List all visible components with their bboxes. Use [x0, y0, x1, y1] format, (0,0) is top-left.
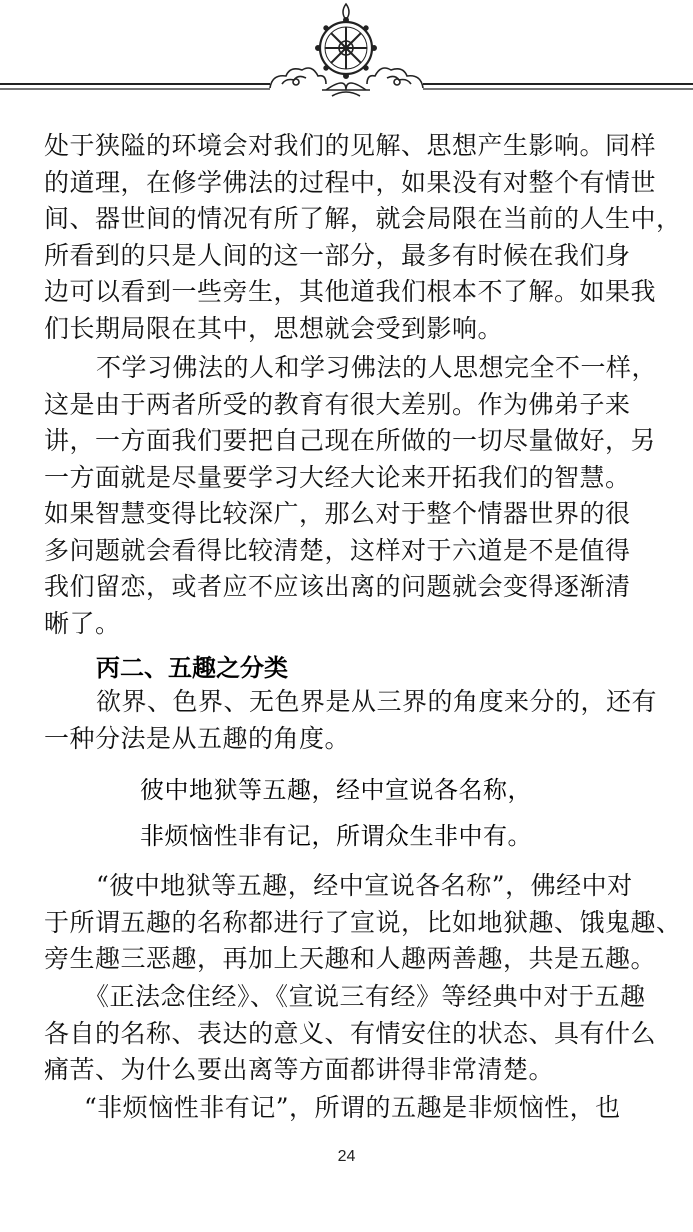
paragraph-6 — [44, 1090, 654, 1127]
paragraph-2 — [44, 350, 658, 642]
text-line: 多问题就会看得比较清楚，这样对于六道是不是值得 — [44, 535, 631, 565]
text-line: “非烦恼性非有记”，所谓的五趣是非烦恼性，也 — [84, 1093, 621, 1122]
dharma-wheel-header-ornament — [0, 0, 693, 110]
text-line: 这是由于两者所受的教育有很大差别。作为佛弟子来 — [44, 389, 631, 419]
text-line: 我们留恋，或者应不应该出离的问题就会变得逐渐清 — [44, 572, 631, 601]
verse-line-2: 非烦恼性非有记，所谓众生非中有。 — [140, 822, 532, 850]
text-line: 讲，一方面我们要把自己现在所做的一切尽量做好，另 — [44, 426, 657, 455]
paragraph-4 — [44, 868, 682, 978]
text-line: 边可以看到一些旁生，其他道我们根本不了解。如果我 — [44, 277, 657, 306]
text-line: “彼中地狱等五趣，经中宣说各名称”，佛经中对 — [96, 871, 633, 900]
paragraph-1 — [44, 128, 682, 347]
page-number: 24 — [337, 1148, 356, 1165]
text-line: 们长期局限在其中，思想就会受到影响。 — [44, 313, 504, 343]
paragraph-5 — [44, 979, 657, 1089]
text-line: 晰了。 — [44, 608, 121, 638]
text-line: 所看到的只是人间的这一部分，最多有时候在我们身 — [44, 240, 631, 270]
text-line: 《正法念住经》、《宣说三有经》等经典中对于五趣 — [84, 982, 646, 1011]
text-line: 各自的名称、表达的意义、有情安住的状态、具有什么 — [44, 1018, 657, 1048]
text-line: 欲界、色界、无色界是从三界的角度来分的，还有 — [96, 687, 658, 716]
text-line: 痛苦、为什么要出离等方面都讲得非常清楚。 — [44, 1055, 555, 1084]
text-line: 的道理，在修学佛法的过程中，如果没有对整个有情世 — [44, 167, 657, 197]
text-line: 于所谓五趣的名称都进行了宣说，比如地狱趣、饿鬼趣、 — [44, 907, 682, 937]
text-line: 间、器世间的情况有所了解，就会局限在当前的人生中， — [44, 204, 682, 233]
text-line: 一种分法是从五趣的角度。 — [44, 723, 351, 753]
text-line: 一方面就是尽量要学习大经大论来开拓我们的智慧。 — [44, 462, 631, 492]
text-line: 如果智慧变得比较深广，那么对于整个情器世界的很 — [44, 499, 631, 528]
paragraph-3 — [44, 684, 658, 757]
text-line: 旁生趣三恶趣，再加上天趣和人趣两善趣，共是五趣。 — [44, 944, 657, 973]
verse-line-1: 彼中地狱等五趣，经中宣说各名称， — [140, 776, 532, 804]
text-line: 处于狭隘的环境会对我们的见解、思想产生影响。同样 — [44, 131, 657, 160]
section-title: 丙二、五趣之分类 — [96, 654, 288, 682]
text-line: 不学习佛法的人和学习佛法的人思想完全不一样， — [96, 353, 658, 382]
